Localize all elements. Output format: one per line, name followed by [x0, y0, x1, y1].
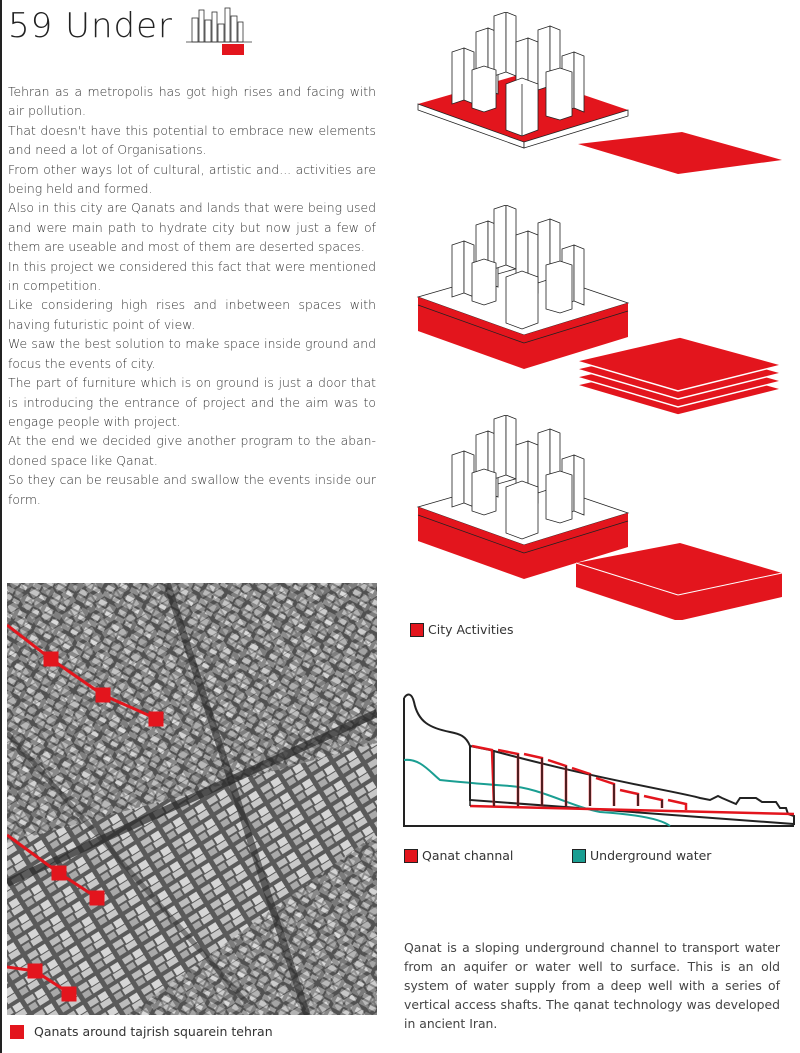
intro-paragraph: At the end we decided give another program to the aban- doned space like Qanat.: [8, 433, 376, 468]
legend-label: Underground water: [590, 848, 712, 863]
legend-swatch-red: [10, 1025, 24, 1039]
page-title: 59 Under: [8, 6, 173, 46]
legend-label: City Activities: [428, 622, 514, 637]
intro-paragraph: Also in this city are Qanats and lands that were being used and were main path to hydrate city but now just a few of them are useable and most of them are deserted spaces.: [8, 200, 376, 255]
intro-paragraph: In this project we considered this fact that were mentioned in competition.: [8, 258, 376, 294]
isometric-city-diagram-3: [412, 415, 792, 620]
page-left-border: [0, 0, 2, 1053]
isometric-city-diagram-2: [412, 205, 792, 425]
intro-paragraph: The part of furniture which is on ground is just a door that is introducing the entrance of project and the aim was to engage people with project.: [8, 375, 376, 429]
intro-paragraph: We saw the best solution to make space inside ground and focus the events of city.: [8, 336, 376, 371]
legend-swatch-red: [410, 623, 424, 637]
aerial-map: [7, 583, 377, 1015]
solid-activity-block: [576, 543, 782, 620]
intro-paragraph: That doesn't have this potential to embrace new elements and need a lot of Organisations.: [8, 122, 376, 158]
ground-profile: [404, 695, 794, 824]
isometric-city-diagram-1: [412, 12, 792, 202]
legend-swatch-teal: [572, 849, 586, 863]
stacked-activity-layers: [576, 337, 782, 415]
legend-label: Qanat channal: [422, 848, 514, 863]
legend-qanat-channal: [404, 848, 513, 863]
qanat-description: [404, 938, 780, 1033]
intro-paragraph: So they can be reusable and swallow the events inside our form.: [8, 472, 376, 507]
map-caption: [10, 1024, 273, 1039]
legend-city-activities: [410, 622, 514, 637]
qanat-description-text: Qanat is a sloping underground channel to transport water from an aquifer or water well to surface. This is an old system of water supply from a deep well with a series of vertical access shafts. The qanat technology was developed in ancient Iran.: [404, 940, 780, 1031]
intro-paragraph: From other ways lot of cultural, artistic and... activities are being held and formed.: [8, 161, 376, 197]
intro-text: [8, 82, 376, 509]
intro-paragraph: Like considering high rises and inbetween spaces with having futuristic point of view.: [8, 297, 376, 332]
city-logo-icon: [186, 6, 252, 56]
intro-paragraph: Tehran as a metropolis has got high rises and facing with air pollution.: [8, 84, 376, 119]
city-activities-plane: [578, 132, 782, 174]
qanat-section-diagram: [400, 688, 800, 834]
legend-underground-water: [572, 848, 711, 863]
map-caption-text: Qanats around tajrish squarein tehran: [34, 1024, 273, 1039]
legend-swatch-red: [404, 849, 418, 863]
